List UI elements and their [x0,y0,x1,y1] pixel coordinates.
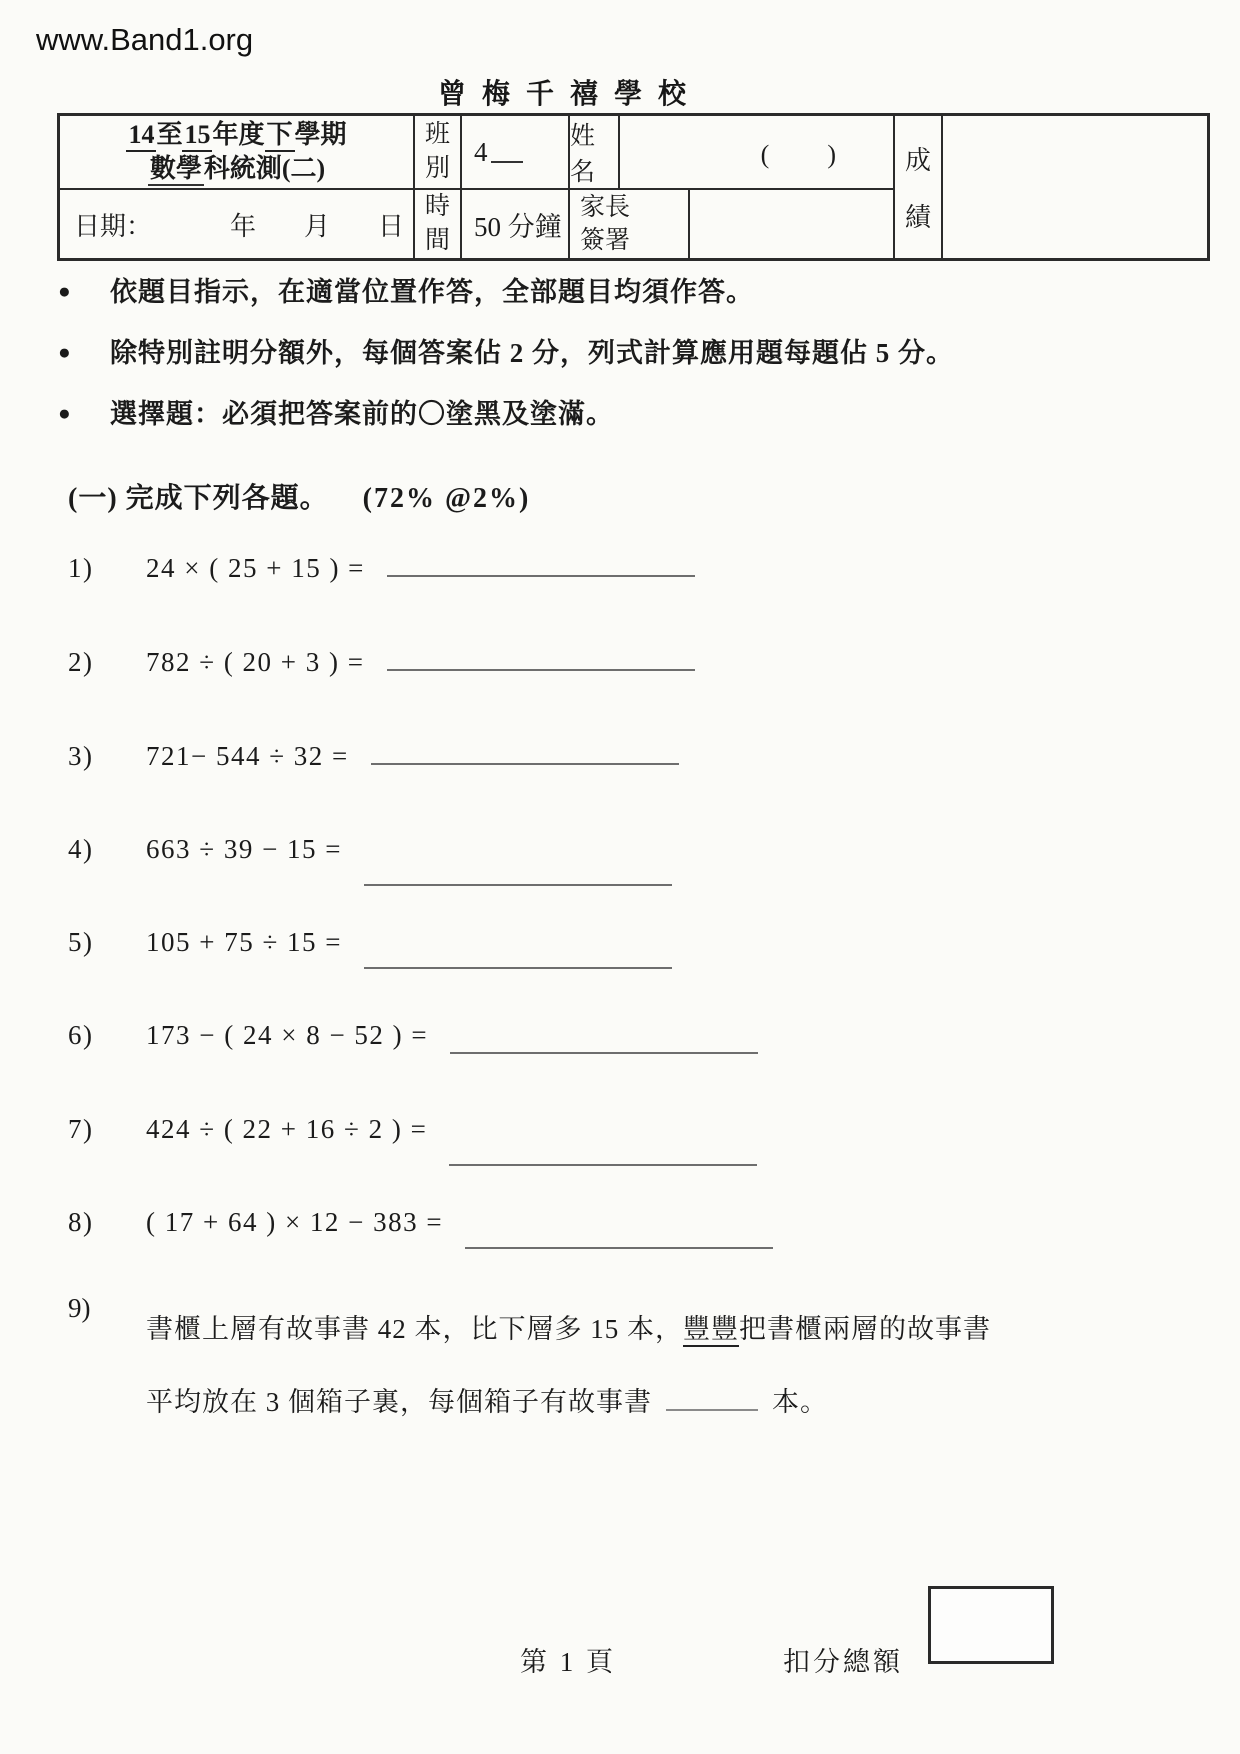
answer-blank[interactable] [666,1407,758,1411]
class-number-blank[interactable] [491,141,523,163]
section-title: (一) 完成下列各題。 [68,483,329,514]
underlined-name: 豐豐 [683,1314,739,1347]
class-label: 班別 [413,116,460,188]
answer-blank[interactable] [450,1050,758,1054]
page-number: 第 1 頁 [520,1647,616,1677]
deduction-total-box[interactable] [928,1586,1054,1664]
bullet-icon: ● [58,340,71,364]
question-expression: 782 ÷ ( 20 + 3 ) = [146,647,365,677]
answer-blank[interactable] [449,1162,757,1166]
school-name: 曾梅千禧學校 [437,79,702,110]
instruction-item [58,274,1198,310]
question-row [68,834,1208,865]
question-expression: ( 17 + 64 ) × 12 − 383 = [146,1207,444,1237]
answer-blank[interactable] [364,965,672,969]
answer-blank[interactable] [371,761,679,765]
question-expression: 424 ÷ ( 22 + 16 ÷ 2 ) = [146,1114,428,1144]
question-number: 1) [68,553,94,583]
score-box[interactable] [941,116,1207,258]
question-row [68,553,1208,584]
score-label: 成 績 [893,116,941,258]
question-number: 4) [68,834,94,864]
question-expression: 105 + 75 ÷ 15 = [146,927,343,957]
question-number: 6) [68,1020,94,1050]
class-no-parentheses[interactable]: ( ) [760,139,838,169]
time-value: 50 分鐘 [460,190,568,258]
instruction-text: 選擇題：必須把答案前的〇塗黑及塗滿。 [110,399,614,429]
time-label: 時間 [413,190,460,258]
word-problem [68,1293,1208,1439]
question-row [68,741,1208,772]
bullet-icon: ● [58,279,71,303]
question-row [68,1020,1208,1051]
name-label: 姓名 [568,116,618,188]
question-row [68,647,1208,678]
deduction-label: 扣分總額 [783,1647,903,1677]
parent-signature-area[interactable] [688,190,893,258]
section-header [68,476,530,516]
answer-blank[interactable] [465,1245,773,1249]
bullet-icon: ● [58,401,71,425]
exam-subject-line: 數學科統測(二) [148,152,325,186]
instruction-item [58,396,1198,432]
instruction-item [58,335,1198,371]
answer-blank[interactable] [387,667,695,671]
section-marks: (72% @2%) [362,483,531,514]
parent-signature-label: 家長簽署 [568,190,688,258]
exam-title [60,116,413,188]
question-expression: 721− 544 ÷ 32 = [146,741,349,771]
question-number: 3) [68,741,94,771]
instruction-text: 除特別註明分額外，每個答案佔 2 分，列式計算應用題每題佔 5 分。 [110,338,954,368]
question-number: 8) [68,1207,94,1237]
question-row [68,927,1208,958]
answer-blank[interactable] [364,882,672,886]
question-expression: 173 − ( 24 × 8 − 52 ) = [146,1020,429,1050]
question-number: 5) [68,927,94,957]
question-number: 2) [68,647,94,677]
question-number: 9) [68,1293,91,1323]
header-info-table [57,113,1210,261]
question-number: 7) [68,1114,94,1144]
question-row [68,1114,1208,1145]
name-input-area[interactable] [618,116,893,188]
instructions-list [58,274,1198,457]
date-field[interactable]: 日期： 年 月 日 [74,211,405,241]
word-problem-text: 書櫃上層有故事書 42 本，比下層多 15 本，豐豐把書櫃兩層的故事書 平均放在 3 個箱子裏，每個箱子有故事書 本。 [146,1314,991,1417]
instruction-text: 依題目指示，在適當位置作答，全部題目均須作答。 [110,277,754,307]
question-expression: 663 ÷ 39 − 15 = [146,834,343,864]
answer-blank[interactable] [387,573,695,577]
class-value-field[interactable]: 4 [460,116,568,188]
question-expression: 24 × ( 25 + 15 ) = [146,553,365,583]
watermark-text: www.Band1.org [36,22,254,57]
exam-term-line: 14至15年度下學期 [126,118,346,152]
question-row [68,1207,1208,1238]
